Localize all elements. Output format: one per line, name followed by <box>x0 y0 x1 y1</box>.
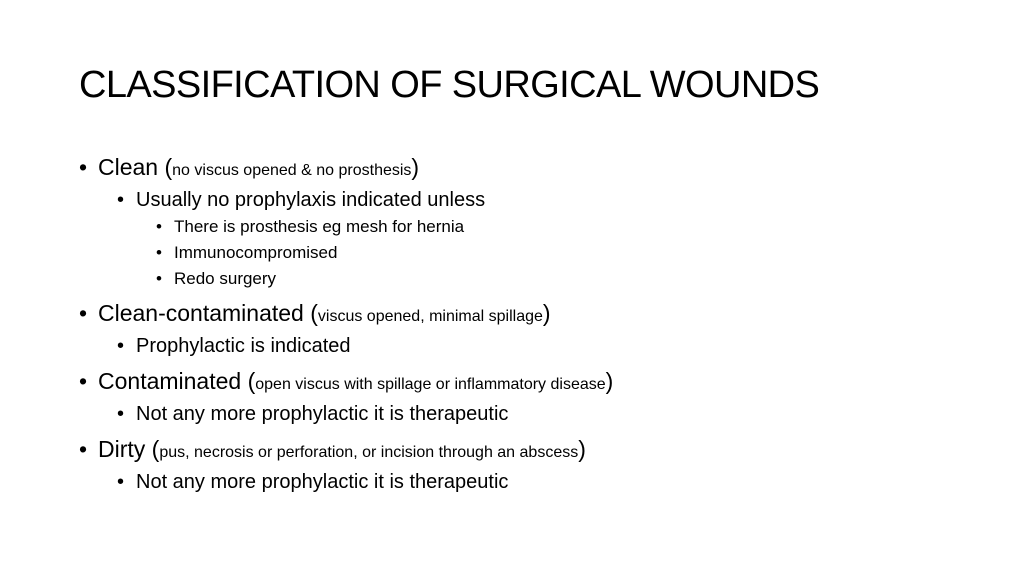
bullet-icon: • <box>79 154 88 180</box>
bullet-icon: • <box>79 300 88 326</box>
item-heading: Clean ( <box>98 154 173 180</box>
bullet-icon: • <box>117 471 125 493</box>
item-close: ) <box>411 154 420 180</box>
bullet-icon: • <box>79 368 88 394</box>
item-detail: no viscus opened & no prosthesis <box>172 162 412 179</box>
bullet-icon: • <box>117 403 125 425</box>
sub-item-text: Not any more prophylactic it is therapeutic <box>136 471 509 493</box>
sub-item <box>79 400 979 428</box>
item-close: ) <box>542 300 551 326</box>
item-heading: Dirty ( <box>98 436 160 462</box>
sub-item-text: Prophylactic is indicated <box>136 335 351 357</box>
sub-item <box>79 332 979 360</box>
item-detail: pus, necrosis or perforation, or incision through an abscess <box>159 444 579 461</box>
sub-item-text: Not any more prophylactic it is therapeutic <box>136 403 509 425</box>
bullet-icon: • <box>156 243 162 262</box>
item-close: ) <box>605 368 614 394</box>
list-item-clean-contaminated <box>79 298 979 332</box>
item-heading: Clean-contaminated ( <box>98 300 318 326</box>
page-title: CLASSIFICATION OF SURGICAL WOUNDS <box>79 64 820 106</box>
bullet-icon: • <box>156 269 162 288</box>
list-item-dirty <box>79 434 979 468</box>
item-detail: open viscus with spillage or inflammatory disease <box>255 376 606 393</box>
item-heading: Contaminated ( <box>98 368 256 394</box>
list-item-contaminated <box>79 366 979 400</box>
item-detail: viscus opened, minimal spillage <box>317 308 543 325</box>
sub-item <box>79 468 979 496</box>
list-item-clean <box>79 152 979 186</box>
bullet-icon: • <box>79 436 88 462</box>
sub-sub-item <box>79 266 979 292</box>
sub-item <box>79 186 979 214</box>
sub-sub-item <box>79 214 979 240</box>
bullet-icon: • <box>117 335 125 357</box>
item-close: ) <box>578 436 586 462</box>
sub-sub-item-text: There is prosthesis eg mesh for hernia <box>174 217 465 236</box>
bullet-icon: • <box>117 189 125 211</box>
sub-item-text: Usually no prophylaxis indicated unless <box>136 189 486 211</box>
sub-sub-item <box>79 240 979 266</box>
bullet-icon: • <box>156 217 162 236</box>
sub-sub-item-text: Immunocompromised <box>174 243 338 262</box>
bullet-list <box>79 152 979 496</box>
sub-sub-item-text: Redo surgery <box>174 269 277 288</box>
